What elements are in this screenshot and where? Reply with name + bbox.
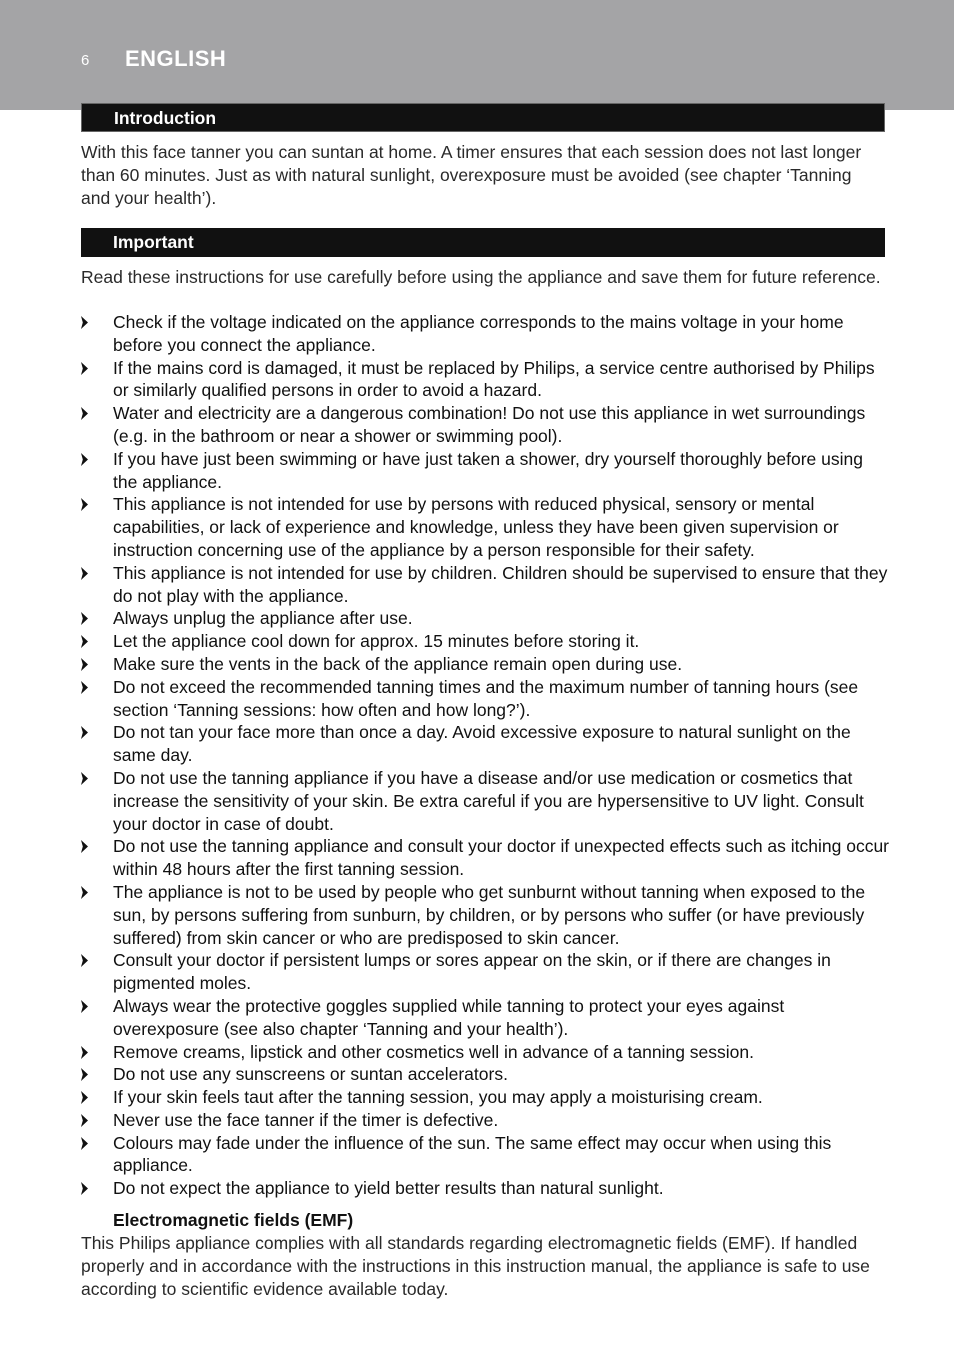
bullet-arrow-icon bbox=[81, 1182, 88, 1195]
list-item bbox=[81, 607, 891, 630]
list-item bbox=[81, 1041, 891, 1064]
list-item bbox=[81, 767, 891, 835]
bullet-text: Make sure the vents in the back of the appliance remain open during use. bbox=[113, 653, 683, 674]
bullet-arrow-icon bbox=[81, 1000, 88, 1013]
bullet-text: Always wear the protective goggles supplied while tanning to protect your eyes against overexposure (see also chapter ‘Tanning and your health’). bbox=[113, 995, 785, 1039]
bullet-text: Do not use any sunscreens or suntan accelerators. bbox=[113, 1064, 508, 1085]
bullet-arrow-icon bbox=[81, 1091, 88, 1104]
language-heading: ENGLISH bbox=[125, 46, 227, 71]
list-item bbox=[81, 562, 891, 608]
emf-text: This Philips appliance complies with all standards regarding electromagnetic fields (EMF). If handled properly and in accordance with the instructions in this instruction manual, the appliance is safe to use according to scientific evidence available today. bbox=[81, 1233, 870, 1299]
bullet-arrow-icon bbox=[81, 886, 88, 899]
bullet-arrow-icon bbox=[81, 612, 88, 625]
list-item bbox=[81, 402, 891, 448]
bullet-text: Always unplug the appliance after use. bbox=[113, 608, 413, 629]
bullet-text: If the mains cord is damaged, it must be replaced by Philips, a service centre authorised by Philips or similarly qualified persons in order to avoid a hazard. bbox=[113, 357, 875, 401]
bullet-text: This appliance is not intended for use by persons with reduced physical, sensory or mental capabilities, or lack of experience and knowledge, unless they have been given supervision or instruction concerning use of the appliance by a person responsible for their safety. bbox=[113, 494, 839, 560]
bullet-text: Never use the face tanner if the timer is defective. bbox=[113, 1109, 499, 1130]
list-item bbox=[81, 1177, 891, 1200]
bullet-arrow-icon bbox=[81, 726, 88, 739]
bullet-arrow-icon bbox=[81, 1046, 88, 1059]
bullet-arrow-icon bbox=[81, 658, 88, 671]
bullet-arrow-icon bbox=[81, 498, 88, 511]
page-number: 6 bbox=[81, 52, 90, 69]
bullet-text: Do not use the tanning appliance and consult your doctor if unexpected effects such as itching occur within 48 hours after the first tanning session. bbox=[113, 836, 889, 880]
list-item bbox=[81, 448, 891, 494]
bullet-text: Consult your doctor if persistent lumps or sores appear on the skin, or if there are changes in pigmented moles. bbox=[113, 950, 831, 994]
list-item bbox=[81, 1109, 891, 1132]
bullet-arrow-icon bbox=[81, 1114, 88, 1127]
list-item bbox=[81, 311, 891, 357]
emf-heading: Electromagnetic fields (EMF) bbox=[113, 1210, 354, 1230]
bullet-arrow-icon bbox=[81, 407, 88, 420]
bullet-arrow-icon bbox=[81, 316, 88, 329]
list-item bbox=[81, 653, 891, 676]
bullet-text: If you have just been swimming or have just taken a shower, dry yourself thoroughly before using the appliance. bbox=[113, 448, 863, 492]
bullet-arrow-icon bbox=[81, 567, 88, 580]
bullet-arrow-icon bbox=[81, 362, 88, 375]
bullet-text: Water and electricity are a dangerous combination! Do not use this appliance in wet surroundings (e.g. in the bathroom or near a shower or swimming pool). bbox=[113, 403, 866, 446]
section-heading-important: Important bbox=[81, 228, 885, 257]
list-item bbox=[81, 1063, 891, 1086]
list-item bbox=[81, 493, 891, 561]
list-item bbox=[81, 630, 891, 653]
list-item bbox=[81, 721, 891, 767]
bullet-text: Check if the voltage indicated on the appliance corresponds to the mains voltage in your home before you connect the appliance. bbox=[113, 312, 844, 355]
bullet-text: Do not use the tanning appliance if you have a disease and/or use medication or cosmetics that increase the sensitivity of your skin. Be extra careful if you are hypersensitive to UV light. Consult your doctor in case of doubt. bbox=[113, 767, 864, 834]
list-item bbox=[81, 357, 891, 403]
bullet-arrow-icon bbox=[81, 681, 88, 694]
list-item bbox=[81, 881, 891, 949]
bullet-text: Remove creams, lipstick and other cosmetics well in advance of a tanning session. bbox=[113, 1041, 754, 1062]
important-intro-text: Read these instructions for use carefully before using the appliance and save them for future reference. bbox=[81, 267, 881, 287]
bullet-text: Let the appliance cool down for approx. 15 minutes before storing it. bbox=[113, 631, 640, 652]
bullet-text: Do not expect the appliance to yield better results than natural sunlight. bbox=[113, 1178, 664, 1199]
section-heading-introduction: Introduction bbox=[81, 103, 885, 132]
bullet-arrow-icon bbox=[81, 840, 88, 853]
introduction-text: With this face tanner you can suntan at home. A timer ensures that each session does not last longer than 60 minutes. Just as with natural sunlight, overexposure must be avoided (see chapter ‘Tanning and your health’). bbox=[81, 142, 862, 208]
bullet-arrow-icon bbox=[81, 954, 88, 967]
list-item bbox=[81, 995, 891, 1041]
bullet-arrow-icon bbox=[81, 772, 88, 785]
list-item bbox=[81, 1132, 891, 1178]
important-bullet-list bbox=[81, 311, 891, 1200]
bullet-arrow-icon bbox=[81, 635, 88, 648]
bullet-text: The appliance is not to be used by people who get sunburnt without tanning when exposed to the sun, by persons suffering from sunburn, by children, or by persons who suffer (or have previously suffered) from skin cancer or who are predisposed to skin cancer. bbox=[113, 881, 866, 948]
bullet-text: Colours may fade under the influence of the sun. The same effect may occur when using this appliance. bbox=[113, 1132, 832, 1176]
list-item bbox=[81, 1086, 891, 1109]
bullet-text: This appliance is not intended for use by children. Children should be supervised to ensure that they do not play with the appliance. bbox=[113, 562, 888, 606]
bullet-text: Do not exceed the recommended tanning times and the maximum number of tanning hours (see section ‘Tanning sessions: how often and how long?’). bbox=[113, 676, 859, 720]
list-item bbox=[81, 835, 891, 881]
list-item bbox=[81, 949, 891, 995]
bullet-text: Do not tan your face more than once a day. Avoid excessive exposure to natural sunlight on the same day. bbox=[113, 722, 851, 766]
bullet-arrow-icon bbox=[81, 1068, 88, 1081]
bullet-arrow-icon bbox=[81, 1137, 88, 1150]
bullet-arrow-icon bbox=[81, 453, 88, 466]
bullet-text: If your skin feels taut after the tanning session, you may apply a moisturising cream. bbox=[113, 1087, 763, 1108]
list-item bbox=[81, 676, 891, 722]
